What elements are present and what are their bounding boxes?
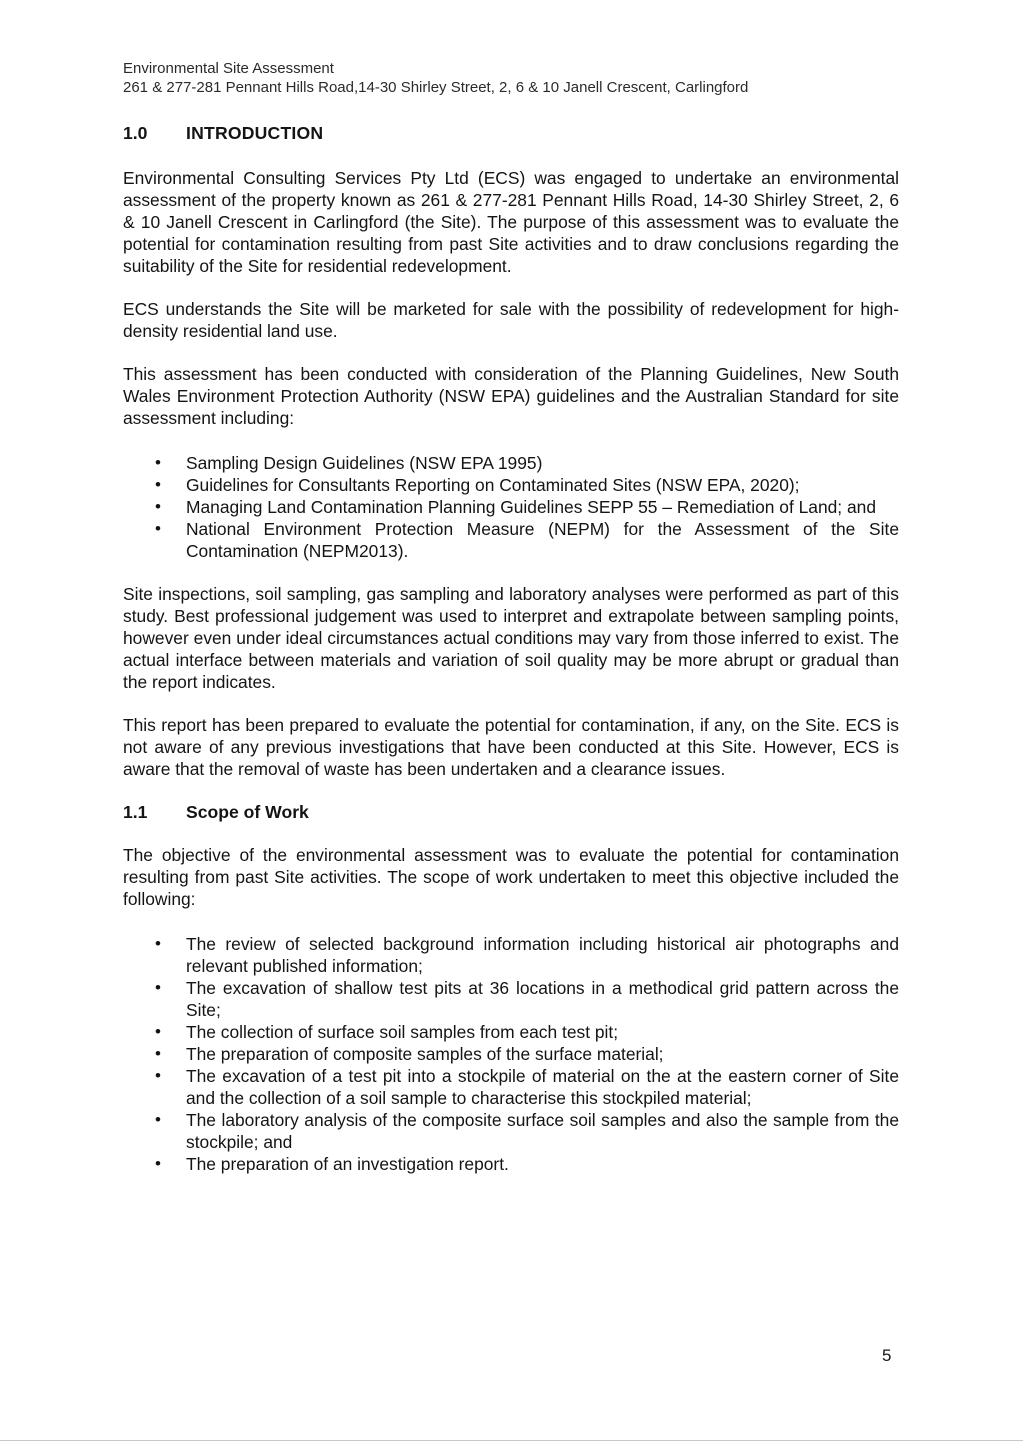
list-item-text: Guidelines for Consultants Reporting on Contaminated Sites (NSW EPA, 2020); — [186, 475, 800, 495]
section-number: 1.1 — [123, 802, 148, 822]
running-header — [123, 59, 748, 97]
list-item-text: Sampling Design Guidelines (NSW EPA 1995) — [186, 453, 543, 473]
scope-of-work-list — [123, 933, 899, 1175]
list-item — [123, 1109, 899, 1153]
header-site-address: 261 & 277-281 Pennant Hills Road,14-30 Shirley Street, 2, 6 & 10 Janell Crescent, Carlingford — [123, 79, 749, 96]
intro-paragraph-methods: Site inspections, soil sampling, gas sampling and laboratory analyses were performed as part of this study. Best professional judgement was used to interpret and extrapolate between sampling points, however even under ideal circumstances actual conditions may vary from those inferred to exist. The actual interface between materials and variation of soil quality may be more abrupt or gradual than the report indicates. — [123, 584, 899, 692]
bullet-icon: • — [155, 475, 161, 494]
section-heading-introduction — [123, 122, 899, 144]
bullet-icon: • — [155, 1110, 161, 1129]
section-heading-scope-of-work — [123, 801, 899, 823]
list-item — [123, 977, 899, 1021]
list-item-text: The preparation of composite samples of the surface material; — [186, 1044, 664, 1064]
bullet-icon: • — [155, 1154, 161, 1173]
list-item-text: National Environment Protection Measure (NEPM) for the Assessment of the Site Contamination (NEPM2013). — [186, 519, 899, 561]
bullet-icon: • — [155, 519, 161, 538]
guidelines-list — [123, 452, 899, 562]
header-report-title: Environmental Site Assessment — [123, 60, 334, 77]
list-item-text: Managing Land Contamination Planning Guidelines SEPP 55 – Remediation of Land; and — [186, 497, 876, 517]
bullet-icon: • — [155, 1044, 161, 1063]
list-item-text: The excavation of a test pit into a stockpile of material on the at the eastern corner of Site and the collection of a soil sample to characterise this stockpiled material; — [186, 1066, 899, 1108]
list-item — [123, 1065, 899, 1109]
bullet-icon: • — [155, 1022, 161, 1041]
page-bottom-divider — [0, 1440, 1023, 1441]
list-item — [123, 1153, 899, 1175]
document-body — [123, 122, 899, 1175]
list-item — [123, 496, 899, 518]
intro-paragraph-purpose: This report has been prepared to evaluate the potential for contamination, if any, on the Site. ECS is not aware of any previous investigations that have been conducted at this Site. However, ECS is aware that the removal of waste has been undertaken and a clearance issues. — [123, 715, 899, 779]
page-number: 5 — [882, 1346, 892, 1365]
scope-paragraph-objective: The objective of the environmental assessment was to evaluate the potential for contamination resulting from past Site activities. The scope of work undertaken to meet this objective included the following: — [123, 845, 899, 909]
bullet-icon: • — [155, 978, 161, 997]
list-item — [123, 1043, 899, 1065]
section-title: Scope of Work — [186, 802, 309, 822]
list-item-text: The collection of surface soil samples from each test pit; — [186, 1022, 619, 1042]
list-item — [123, 1021, 899, 1043]
bullet-icon: • — [155, 1066, 161, 1085]
list-item — [123, 518, 899, 562]
list-item-text: The preparation of an investigation report. — [186, 1154, 509, 1174]
list-item-text: The excavation of shallow test pits at 36 locations in a methodical grid pattern across the Site; — [186, 978, 899, 1020]
list-item-text: The laboratory analysis of the composite surface soil samples and also the sample from the stockpile; and — [186, 1110, 899, 1152]
list-item-text: The review of selected background information including historical air photographs and relevant published information; — [186, 934, 899, 976]
list-item — [123, 933, 899, 977]
bullet-icon: • — [155, 497, 161, 516]
list-item — [123, 474, 899, 496]
list-item — [123, 452, 899, 474]
intro-paragraph-marketing: ECS understands the Site will be marketed for sale with the possibility of redevelopment for high-density residential land use. — [123, 299, 899, 341]
section-number: 1.0 — [123, 123, 148, 143]
intro-paragraph-engagement: Environmental Consulting Services Pty Ltd (ECS) was engaged to undertake an environmental assessment of the property known as 261 & 277-281 Pennant Hills Road, 14-30 Shirley Street, 2, 6 & 10 Janell Crescent in Carlingford (the Site). The purpose of this assessment was to evaluate the potential for contamination resulting from past Site activities and to draw conclusions regarding the suitability of the Site for residential redevelopment. — [123, 168, 899, 276]
bullet-icon: • — [155, 934, 161, 953]
bullet-icon: • — [155, 453, 161, 472]
section-title: INTRODUCTION — [186, 123, 324, 143]
intro-paragraph-guidelines: This assessment has been conducted with consideration of the Planning Guidelines, New South Wales Environment Protection Authority (NSW EPA) guidelines and the Australian Standard for site assessment including: — [123, 364, 899, 428]
